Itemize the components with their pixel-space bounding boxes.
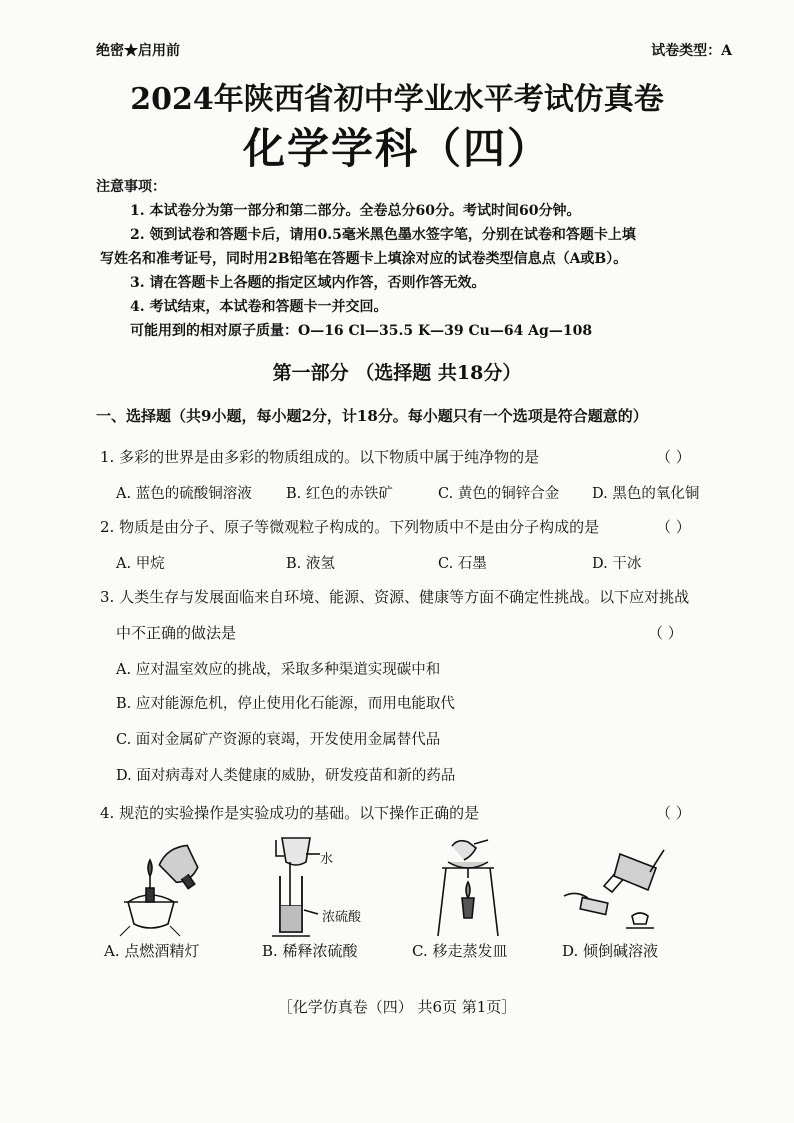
question-2-stem: 2. 物质是由分子、原子等微观粒子构成的。下列物质中不是由分子构成的是 (100, 518, 600, 536)
q4-option-b: B. 稀释浓硫酸 (262, 942, 358, 960)
q1-option-c: C. 黄色的铜锌合金 (438, 486, 560, 502)
q1-option-a: A. 蓝色的硫酸铜溶液 (116, 486, 252, 502)
answer-paren: （ ） (656, 448, 691, 466)
question-4-stem: 4. 规范的实验操作是实验成功的基础。以下操作正确的是 (100, 804, 480, 822)
answer-paren: （ ） (656, 518, 691, 536)
q1-option-d: D. 黑色的氧化铜 (592, 486, 700, 502)
question-1-stem: 1. 多彩的世界是由多彩的物质组成的。以下物质中属于纯净物的是 (100, 448, 540, 466)
answer-paren: （ ） (656, 804, 691, 822)
figure-label-acid: 浓硫酸 (322, 910, 362, 925)
pouring-figure (560, 846, 670, 940)
answer-paren: （ ） (648, 624, 683, 642)
question-3-stem-cont: 中不正确的做法是 (116, 624, 237, 642)
subject-title: 化学学科（四） (242, 124, 551, 173)
section-heading: 一、选择题（共9小题，每小题2分，计18分。每小题只有一个选项是符合题意的） (96, 407, 648, 425)
notice-item: 3. 请在答题卡上各题的指定区域内作答，否则作答无效。 (130, 275, 486, 291)
q1-option-b: B. 红色的赤铁矿 (286, 486, 393, 502)
notice-item: 写姓名和准考证号，同时用2B铅笔在答题卡上填涂对应的试卷类型信息点（A或B）。 (100, 251, 628, 267)
notice-item: 4. 考试结束，本试卷和答题卡一并交回。 (130, 299, 388, 315)
q2-option-c: C. 石墨 (438, 556, 487, 572)
q2-option-d: D. 干冰 (592, 556, 642, 572)
evaporation-figure (428, 838, 508, 940)
q4-option-d: D. 倾倒碱溶液 (562, 942, 659, 960)
q3-option-a: A. 应对温室效应的挑战，采取多种渠道实现碳中和 (116, 662, 441, 678)
q3-option-b: B. 应对能源危机，停止使用化石能源，而用电能取代 (116, 696, 455, 712)
alcohol-lamp-figure (110, 840, 220, 940)
q3-option-c: C. 面对金属矿产资源的衰竭，开发使用金属替代品 (116, 732, 441, 748)
notice-item: 1. 本试卷分为第一部分和第二部分。全卷总分60分。考试时间60分钟。 (130, 203, 581, 219)
exam-title: 2024年陕西省初中学业水平考试仿真卷 (130, 82, 664, 117)
question-3-stem: 3. 人类生存与发展面临来自环境、能源、资源、健康等方面不确定性挑战。以下应对挑战 (100, 588, 690, 606)
header-right-label: 试卷类型：A (651, 43, 732, 59)
q2-option-a: A. 甲烷 (116, 556, 165, 572)
header-left-label: 绝密★启用前 (96, 43, 180, 59)
q4-option-c: C. 移走蒸发皿 (412, 942, 508, 960)
q3-option-d: D. 面对病毒对人类健康的威胁，研发疫苗和新的药品 (116, 768, 456, 784)
section-title: 第一部分 （选择题 共18分） (272, 362, 522, 384)
q2-option-b: B. 液氢 (286, 556, 335, 572)
figure-label-water: 水 (320, 852, 334, 867)
atomic-mass-line: 可能用到的相对原子质量：O—16 Cl—35.5 K—39 Cu—64 Ag—108 (130, 323, 593, 339)
notice-item: 2. 领到试卷和答题卡后，请用0.5毫米黑色墨水签字笔，分别在试卷和答题卡上填 (130, 227, 636, 243)
page-footer: ［化学仿真卷（四） 共6页 第1页］ (277, 998, 517, 1016)
notice-heading: 注意事项： (96, 179, 166, 195)
q4-option-a: A. 点燃酒精灯 (104, 942, 200, 960)
